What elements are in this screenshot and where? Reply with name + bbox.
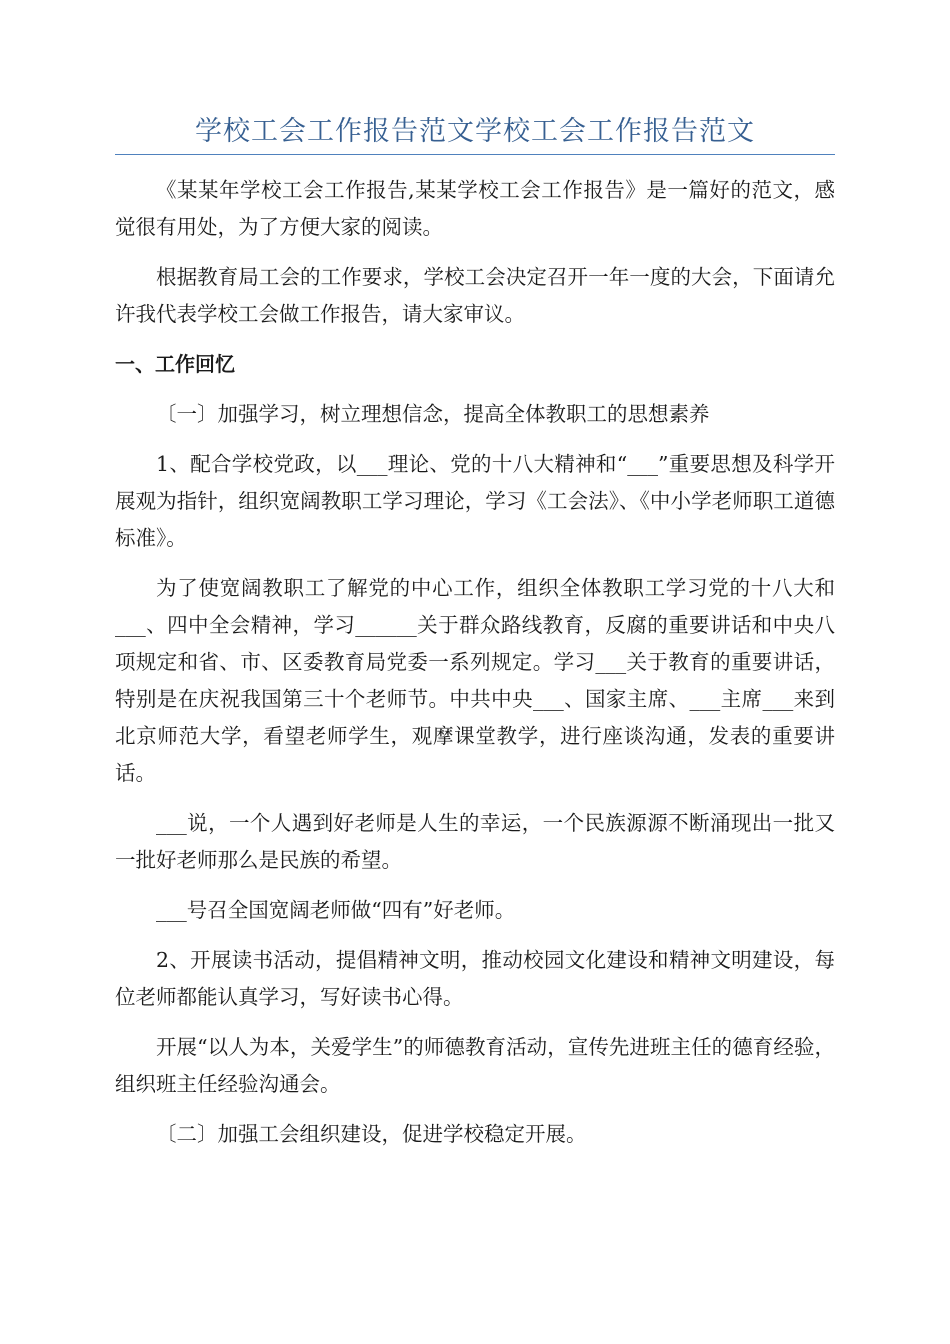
document-title: 学校工会工作报告范文学校工会工作报告范文 — [195, 116, 755, 147]
section-heading: 一、工作回忆 — [115, 352, 235, 376]
paragraph-item-1: 1、配合学校党政，以___理论、党的十八大精神和“___”重要思想及科学开展观为指针，组织宽阔教职工学习理论，学习《工会法》、《中小学老师职工道德标准》。 — [115, 452, 835, 550]
paragraph-study: 为了使宽阔教职工了解党的中心工作，组织全体教职工学习党的十八大和___、四中全会精神，学习______关于群众路线教育，反腐的重要讲话和中央八项规定和省、市、区委教育局党委一系列规定。学习___关于教育的重要讲话，特别是在庆祝我国第三十个老师节。中共中央___、国家主席、___主席___来到北京师范大学，看望老师学生，观摩课堂教学，进行座谈沟通，发表的重要讲话。 — [115, 576, 835, 785]
paragraph-opening: 根据教育局工会的工作要求，学校工会决定召开一年一度的大会，下面请允许我代表学校工会做工作报告，请大家审议。 — [115, 265, 835, 326]
paragraph-call: ___号召全国宽阔老师做“四有”好老师。 — [156, 898, 516, 922]
title-underline — [115, 154, 835, 155]
paragraph-intro: 《某某年学校工会工作报告,某某学校工会工作报告》是一篇好的范文，感觉很有用处，为了方便大家的阅读。 — [115, 178, 835, 239]
subsection-heading-2: 〔二〕加强工会组织建设，促进学校稳定开展。 — [156, 1122, 587, 1146]
paragraph-ethics: 开展“以人为本，关爱学生”的师德教育活动，宣传先进班主任的德育经验，组织班主任经验沟通会。 — [115, 1035, 835, 1096]
paragraph-item-2: 2、开展读书活动，提倡精神文明，推动校园文化建设和精神文明建设，每位老师都能认真学习，写好读书心得。 — [115, 948, 835, 1009]
document-body — [115, 172, 835, 1166]
subsection-heading: 〔一〕加强学习，树立理想信念，提高全体教职工的思想素养 — [156, 402, 710, 426]
paragraph-quote: ___说，一个人遇到好老师是人生的幸运，一个民族源源不断涌现出一批又一批好老师那么是民族的希望。 — [115, 811, 835, 872]
